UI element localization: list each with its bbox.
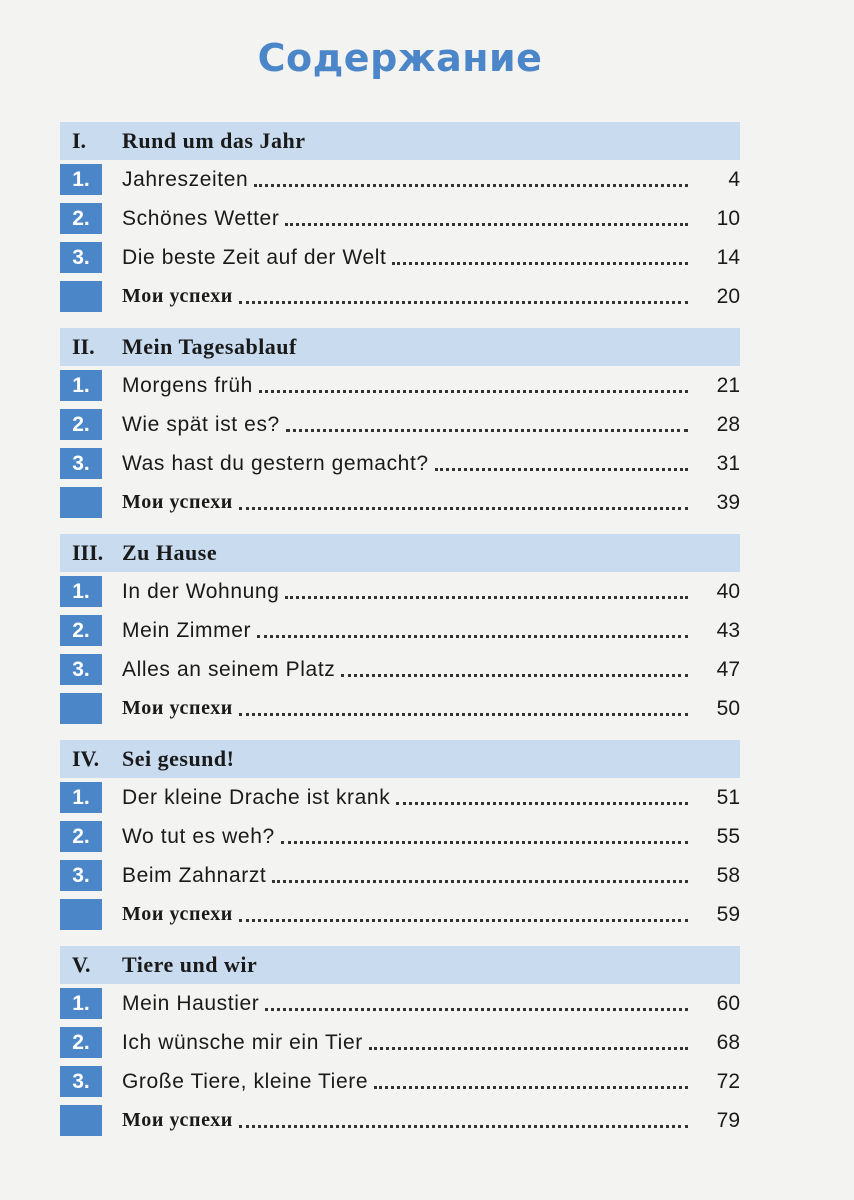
section-number: III. — [72, 540, 104, 565]
entry-title: Мои успехи — [122, 903, 233, 925]
toc-entry[interactable] — [60, 1062, 740, 1101]
toc-entry[interactable] — [60, 856, 740, 895]
toc-entry[interactable] — [60, 405, 740, 444]
section-header[interactable] — [60, 740, 740, 778]
toc-entry-summary[interactable] — [60, 1101, 740, 1140]
toc-section — [60, 328, 740, 522]
section-number: V. — [72, 952, 91, 977]
entry-number-badge: 3. — [60, 242, 102, 273]
page-number: 58 — [716, 863, 740, 887]
toc-entry[interactable] — [60, 238, 740, 277]
toc-entry[interactable] — [60, 199, 740, 238]
page-number: 20 — [716, 284, 740, 308]
page-number: 43 — [716, 618, 740, 642]
entry-number-badge: 3. — [60, 448, 102, 479]
section-title: Mein Tagesablauf — [122, 334, 297, 359]
dot-leader — [239, 713, 688, 716]
dot-leader — [435, 468, 688, 471]
entry-title: Die beste Zeit auf der Welt — [122, 245, 387, 269]
dot-leader — [259, 390, 688, 393]
entry-number-badge: 3. — [60, 1066, 102, 1097]
toc-entry[interactable] — [60, 572, 740, 611]
entry-title: Jahreszeiten — [122, 167, 249, 191]
entry-title: Мои успехи — [122, 1109, 233, 1131]
toc-entry[interactable] — [60, 778, 740, 817]
toc-section — [60, 946, 740, 1140]
dot-leader — [239, 301, 688, 304]
entry-number-badge — [60, 1105, 102, 1136]
page-number: 55 — [716, 824, 740, 848]
dot-leader — [239, 919, 688, 922]
toc-entry-summary[interactable] — [60, 277, 740, 316]
section-header[interactable] — [60, 328, 740, 366]
entry-number-badge: 1. — [60, 988, 102, 1019]
entry-title: Ich wünsche mir ein Tier — [122, 1030, 363, 1054]
page-number: 68 — [716, 1030, 740, 1054]
toc-entry-summary[interactable] — [60, 483, 740, 522]
entry-title: Was hast du gestern gemacht? — [122, 451, 429, 475]
page-number: 72 — [716, 1069, 740, 1093]
toc-section — [60, 534, 740, 728]
toc-entry-summary[interactable] — [60, 689, 740, 728]
section-title: Rund um das Jahr — [122, 128, 306, 153]
toc-entry[interactable] — [60, 366, 740, 405]
dot-leader — [281, 841, 688, 844]
entry-title: Große Tiere, kleine Tiere — [122, 1069, 369, 1093]
section-number: IV. — [72, 746, 100, 771]
section-number: II. — [72, 334, 95, 359]
dot-leader — [272, 880, 688, 883]
entry-title: In der Wohnung — [122, 579, 280, 603]
entry-number-badge: 2. — [60, 203, 102, 234]
dot-leader — [396, 802, 688, 805]
page-number: 28 — [716, 412, 740, 436]
dot-leader — [239, 1125, 688, 1128]
entry-title: Der kleine Drache ist krank — [122, 785, 391, 809]
entry-title: Mein Haustier — [122, 991, 260, 1015]
entry-title: Mein Zimmer — [122, 618, 252, 642]
section-title: Tiere und wir — [122, 952, 258, 977]
page-number: 31 — [716, 451, 740, 475]
table-of-contents — [60, 122, 740, 1152]
toc-entry[interactable] — [60, 160, 740, 199]
toc-entry[interactable] — [60, 444, 740, 483]
page-number: 51 — [716, 785, 740, 809]
page-number: 14 — [716, 245, 740, 269]
entry-title: Wie spät ist es? — [122, 412, 280, 436]
entry-title: Мои успехи — [122, 491, 233, 513]
dot-leader — [239, 507, 688, 510]
toc-entry[interactable] — [60, 650, 740, 689]
page-number: 50 — [716, 696, 740, 720]
section-title: Zu Hause — [122, 540, 218, 565]
entry-title: Schönes Wetter — [122, 206, 280, 230]
dot-leader — [341, 674, 688, 677]
dot-leader — [257, 635, 688, 638]
entry-title: Мои успехи — [122, 285, 233, 307]
page-number: 21 — [716, 373, 740, 397]
dot-leader — [285, 596, 688, 599]
entry-number-badge: 1. — [60, 164, 102, 195]
entry-title: Alles an seinem Platz — [122, 657, 336, 681]
entry-title: Wo tut es weh? — [122, 824, 275, 848]
section-title: Sei gesund! — [122, 746, 235, 771]
section-number: I. — [72, 128, 87, 153]
entry-number-badge: 2. — [60, 409, 102, 440]
dot-leader — [374, 1086, 688, 1089]
dot-leader — [285, 223, 688, 226]
entry-number-badge — [60, 281, 102, 312]
entry-number-badge: 1. — [60, 782, 102, 813]
toc-entry-summary[interactable] — [60, 895, 740, 934]
toc-entry[interactable] — [60, 611, 740, 650]
entry-number-badge: 2. — [60, 1027, 102, 1058]
dot-leader — [265, 1008, 688, 1011]
page-number: 47 — [716, 657, 740, 681]
page-title: Содержание — [257, 36, 543, 80]
entry-number-badge: 3. — [60, 654, 102, 685]
entry-title: Morgens früh — [122, 373, 253, 397]
dot-leader — [254, 184, 688, 187]
page-number: 40 — [716, 579, 740, 603]
page-number: 4 — [728, 167, 740, 191]
page-number: 59 — [716, 902, 740, 926]
entry-number-badge — [60, 693, 102, 724]
entry-number-badge: 2. — [60, 821, 102, 852]
entry-number-badge: 1. — [60, 576, 102, 607]
entry-number-badge — [60, 487, 102, 518]
entry-number-badge — [60, 899, 102, 930]
page-number: 60 — [716, 991, 740, 1015]
section-header[interactable] — [60, 534, 740, 572]
entry-title: Мои успехи — [122, 697, 233, 719]
toc-entry[interactable] — [60, 1023, 740, 1062]
toc-section — [60, 122, 740, 316]
page-number: 79 — [716, 1108, 740, 1132]
toc-entry[interactable] — [60, 817, 740, 856]
section-header[interactable] — [60, 946, 740, 984]
entry-number-badge: 2. — [60, 615, 102, 646]
dot-leader — [392, 262, 688, 265]
dot-leader — [369, 1047, 688, 1050]
page-number: 39 — [716, 490, 740, 514]
entry-number-badge: 3. — [60, 860, 102, 891]
dot-leader — [286, 429, 688, 432]
toc-section — [60, 740, 740, 934]
entry-number-badge: 1. — [60, 370, 102, 401]
entry-title: Beim Zahnarzt — [122, 863, 267, 887]
page-number: 10 — [716, 206, 740, 230]
section-header[interactable] — [60, 122, 740, 160]
toc-entry[interactable] — [60, 984, 740, 1023]
